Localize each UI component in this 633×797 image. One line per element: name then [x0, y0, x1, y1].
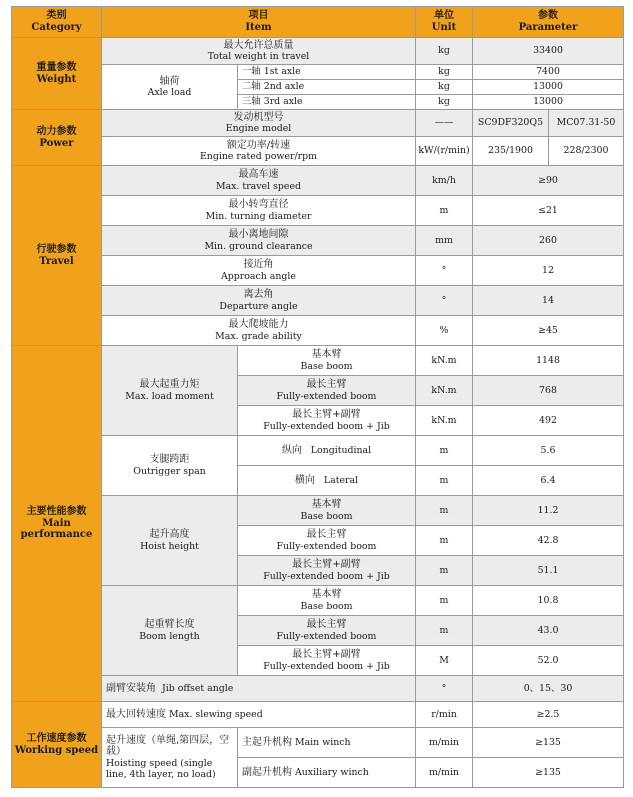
subitem-cell: 最长主臂+副臂 Fully-extended boom + Jib	[238, 556, 416, 586]
table-row	[12, 676, 624, 702]
header-category: 类别 Category	[12, 7, 102, 38]
subitem-cell: 基本臂 Base boom	[238, 346, 416, 376]
item-cell: 额定功率/转速 Engine rated power/rpm	[102, 137, 416, 166]
item-cell: 最大回转速度 Max. slewing speed	[102, 702, 416, 728]
unit-cell: m	[416, 436, 473, 466]
value-cell: 51.1	[473, 556, 624, 586]
table-row	[12, 226, 624, 256]
unit-cell: m	[416, 496, 473, 526]
value-cell: 14	[473, 286, 624, 316]
subitem-cell: 基本臂 Base boom	[238, 586, 416, 616]
value-cell: 228/2300	[549, 137, 624, 166]
value-cell: 10.8	[473, 586, 624, 616]
unit-cell: °	[416, 676, 473, 702]
value-cell: 235/1900	[473, 137, 549, 166]
value-cell: 5.6	[473, 436, 624, 466]
subitem-cell: 最长主臂 Fully-extended boom	[238, 526, 416, 556]
value-cell: 52.0	[473, 646, 624, 676]
table-row	[12, 586, 624, 616]
unit-cell: m	[416, 466, 473, 496]
table-row	[12, 196, 624, 226]
value-cell: 1148	[473, 346, 624, 376]
item-group-cell: 轴荷 Axle load	[102, 65, 238, 110]
subitem-cell: 纵向 Longitudinal	[238, 436, 416, 466]
value-cell: ≥135	[473, 758, 624, 788]
table-row	[12, 110, 624, 137]
unit-cell: kg	[416, 80, 473, 95]
header-item: 项目 Item	[102, 7, 416, 38]
value-cell: 260	[473, 226, 624, 256]
value-cell: 13000	[473, 80, 624, 95]
unit-cell: °	[416, 256, 473, 286]
value-cell: 7400	[473, 65, 624, 80]
subitem-cell: 最长主臂+副臂 Fully-extended boom + Jib	[238, 646, 416, 676]
value-cell: 6.4	[473, 466, 624, 496]
table-row	[12, 256, 624, 286]
subitem-cell: 最长主臂+副臂 Fully-extended boom + Jib	[238, 406, 416, 436]
value-cell: ≥90	[473, 166, 624, 196]
subitem-cell: 基本臂 Base boom	[238, 496, 416, 526]
unit-cell: m	[416, 526, 473, 556]
subitem-cell: 最长主臂 Fully-extended boom	[238, 616, 416, 646]
item-cell: 最高车速 Max. travel speed	[102, 166, 416, 196]
unit-cell: m	[416, 616, 473, 646]
subitem-cell: 一轴 1st axle	[238, 65, 416, 80]
table-row	[12, 137, 624, 166]
category-weight: 重量参数 Weight	[12, 38, 102, 110]
table-row	[12, 496, 624, 526]
spec-table-wrapper	[11, 6, 623, 788]
item-cell: 发动机型号 Engine model	[102, 110, 416, 137]
value-cell: 0、15、30	[473, 676, 624, 702]
value-cell: SC9DF320Q5	[473, 110, 549, 137]
item-cell: 最大爬坡能力 Max. grade ability	[102, 316, 416, 346]
unit-cell: kg	[416, 38, 473, 65]
table-row	[12, 38, 624, 65]
table-row	[12, 436, 624, 466]
subitem-cell: 副起升机构 Auxiliary winch	[238, 758, 416, 788]
item-cell: 接近角 Approach angle	[102, 256, 416, 286]
value-cell: 768	[473, 376, 624, 406]
value-cell: 33400	[473, 38, 624, 65]
table-row	[12, 346, 624, 376]
item-group-cell: 起重臂长度 Boom length	[102, 586, 238, 676]
unit-cell: m/min	[416, 758, 473, 788]
header-unit: 单位 Unit	[416, 7, 473, 38]
value-cell: 11.2	[473, 496, 624, 526]
value-cell: 43.0	[473, 616, 624, 646]
unit-cell: °	[416, 286, 473, 316]
category-working-speed: 工作速度参数 Working speed	[12, 702, 102, 788]
category-power: 动力参数 Power	[12, 110, 102, 166]
value-cell: ≥45	[473, 316, 624, 346]
item-cell: 离去角 Departure angle	[102, 286, 416, 316]
unit-cell: kg	[416, 65, 473, 80]
unit-cell: mm	[416, 226, 473, 256]
unit-cell: m	[416, 556, 473, 586]
unit-cell: ——	[416, 110, 473, 137]
item-cell: 副臂安装角 Jib offset angle	[102, 676, 416, 702]
header-parameter: 参数 Parameter	[473, 7, 624, 38]
value-cell: ≥135	[473, 728, 624, 758]
value-cell: 42.8	[473, 526, 624, 556]
unit-cell: km/h	[416, 166, 473, 196]
unit-cell: %	[416, 316, 473, 346]
value-cell: ≥2.5	[473, 702, 624, 728]
table-row	[12, 166, 624, 196]
unit-cell: r/min	[416, 702, 473, 728]
value-cell: ≤21	[473, 196, 624, 226]
subitem-cell: 最长主臂 Fully-extended boom	[238, 376, 416, 406]
spec-table	[11, 6, 624, 788]
unit-cell: kg	[416, 95, 473, 110]
subitem-cell: 横向 Lateral	[238, 466, 416, 496]
item-cell: 最小转弯直径 Min. turning diameter	[102, 196, 416, 226]
item-cell: 最小离地间隙 Min. ground clearance	[102, 226, 416, 256]
unit-cell: m	[416, 196, 473, 226]
table-row	[12, 728, 624, 758]
value-cell: 13000	[473, 95, 624, 110]
unit-cell: m	[416, 586, 473, 616]
value-cell: MC07.31-50	[549, 110, 624, 137]
unit-cell: kW/(r/min)	[416, 137, 473, 166]
category-travel: 行驶参数 Travel	[12, 166, 102, 346]
table-header	[12, 7, 624, 38]
subitem-cell: 三轴 3rd axle	[238, 95, 416, 110]
unit-cell: kN.m	[416, 346, 473, 376]
unit-cell: kN.m	[416, 376, 473, 406]
item-group-cell: 最大起重力矩 Max. load moment	[102, 346, 238, 436]
unit-cell: kN.m	[416, 406, 473, 436]
table-row	[12, 65, 624, 80]
table-row	[12, 316, 624, 346]
unit-cell: m/min	[416, 728, 473, 758]
subitem-cell: 主起升机构 Main winch	[238, 728, 416, 758]
table-row	[12, 702, 624, 728]
item-group-cell: 起升速度（单绳,第四层，空载） Hoisting speed (single line, 4th layer, no load)	[102, 728, 238, 788]
item-group-cell: 支腿跨距 Outrigger span	[102, 436, 238, 496]
value-cell: 12	[473, 256, 624, 286]
item-group-cell: 起升高度 Hoist height	[102, 496, 238, 586]
unit-cell: M	[416, 646, 473, 676]
category-main-performance: 主要性能参数 Main performance	[12, 346, 102, 702]
table-row	[12, 286, 624, 316]
subitem-cell: 二轴 2nd axle	[238, 80, 416, 95]
item-cell: 最大允许总质量 Total weight in travel	[102, 38, 416, 65]
value-cell: 492	[473, 406, 624, 436]
